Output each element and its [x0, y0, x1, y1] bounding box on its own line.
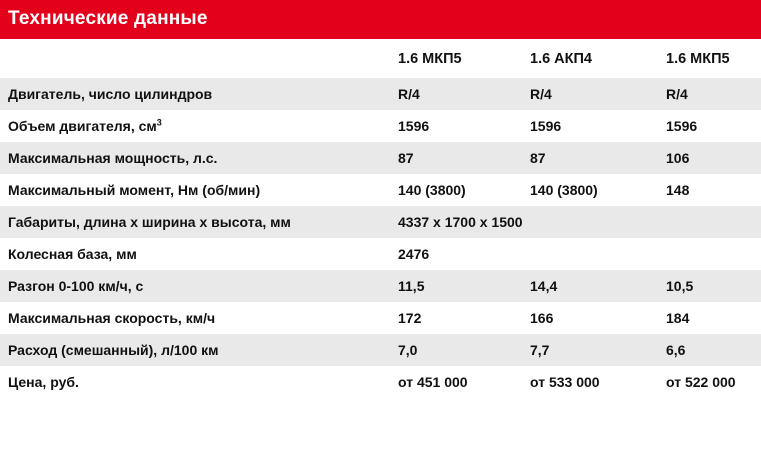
- row-value-2: 140 (3800): [522, 174, 658, 206]
- row-label-superscript: 3: [156, 117, 162, 128]
- row-value-1: 1596: [390, 110, 522, 142]
- row-value-3: 10,5: [658, 270, 761, 302]
- row-value-3: 6,6: [658, 334, 761, 366]
- row-value-2: 87: [522, 142, 658, 174]
- row-label: Максимальная мощность, л.с.: [0, 142, 390, 174]
- table-title: Технические данные: [0, 0, 761, 39]
- row-value-2: R/4: [522, 78, 658, 110]
- row-value-2: от 533 000: [522, 366, 658, 398]
- row-label: [0, 110, 390, 142]
- row-label: Максимальный момент, Нм (об/мин): [0, 174, 390, 206]
- table-row: [0, 110, 761, 142]
- column-header-3: 1.6 МКП5: [658, 39, 761, 78]
- row-label: Двигатель, число цилиндров: [0, 78, 390, 110]
- column-header-blank: [0, 39, 390, 78]
- row-label: Цена, руб.: [0, 366, 390, 398]
- table-row: [0, 270, 761, 302]
- table-row: [0, 206, 761, 238]
- row-value-3: 148: [658, 174, 761, 206]
- row-label: Колесная база, мм: [0, 238, 390, 270]
- row-value-span: 4337 x 1700 x 1500: [390, 206, 761, 238]
- row-value-1: 87: [390, 142, 522, 174]
- row-value-2: 1596: [522, 110, 658, 142]
- row-value-2: 166: [522, 302, 658, 334]
- row-value-3: 106: [658, 142, 761, 174]
- table-title-row: [0, 0, 761, 39]
- table-row: [0, 142, 761, 174]
- row-label: Габариты, длина х ширина х высота, мм: [0, 206, 390, 238]
- table-row: [0, 334, 761, 366]
- table-row: [0, 302, 761, 334]
- table-header-row: [0, 39, 761, 78]
- row-value-2: 7,7: [522, 334, 658, 366]
- row-value-1: от 451 000: [390, 366, 522, 398]
- row-label: Разгон 0-100 км/ч, с: [0, 270, 390, 302]
- column-header-2: 1.6 АКП4: [522, 39, 658, 78]
- row-value-3: R/4: [658, 78, 761, 110]
- table-row: [0, 366, 761, 398]
- table-row: [0, 78, 761, 110]
- row-value-3: 184: [658, 302, 761, 334]
- row-value-2: 14,4: [522, 270, 658, 302]
- table-row: [0, 238, 761, 270]
- row-value-1: 11,5: [390, 270, 522, 302]
- row-value-3: 1596: [658, 110, 761, 142]
- table-row: [0, 174, 761, 206]
- row-label: Максимальная скорость, км/ч: [0, 302, 390, 334]
- row-value-1: R/4: [390, 78, 522, 110]
- column-header-1: 1.6 МКП5: [390, 39, 522, 78]
- row-value-3: от 522 000: [658, 366, 761, 398]
- row-value-1: 140 (3800): [390, 174, 522, 206]
- row-value-1: 172: [390, 302, 522, 334]
- row-value-1: 7,0: [390, 334, 522, 366]
- row-label: Расход (смешанный), л/100 км: [0, 334, 390, 366]
- row-value-span: 2476: [390, 238, 761, 270]
- row-label-text: Объем двигателя, см: [8, 118, 157, 134]
